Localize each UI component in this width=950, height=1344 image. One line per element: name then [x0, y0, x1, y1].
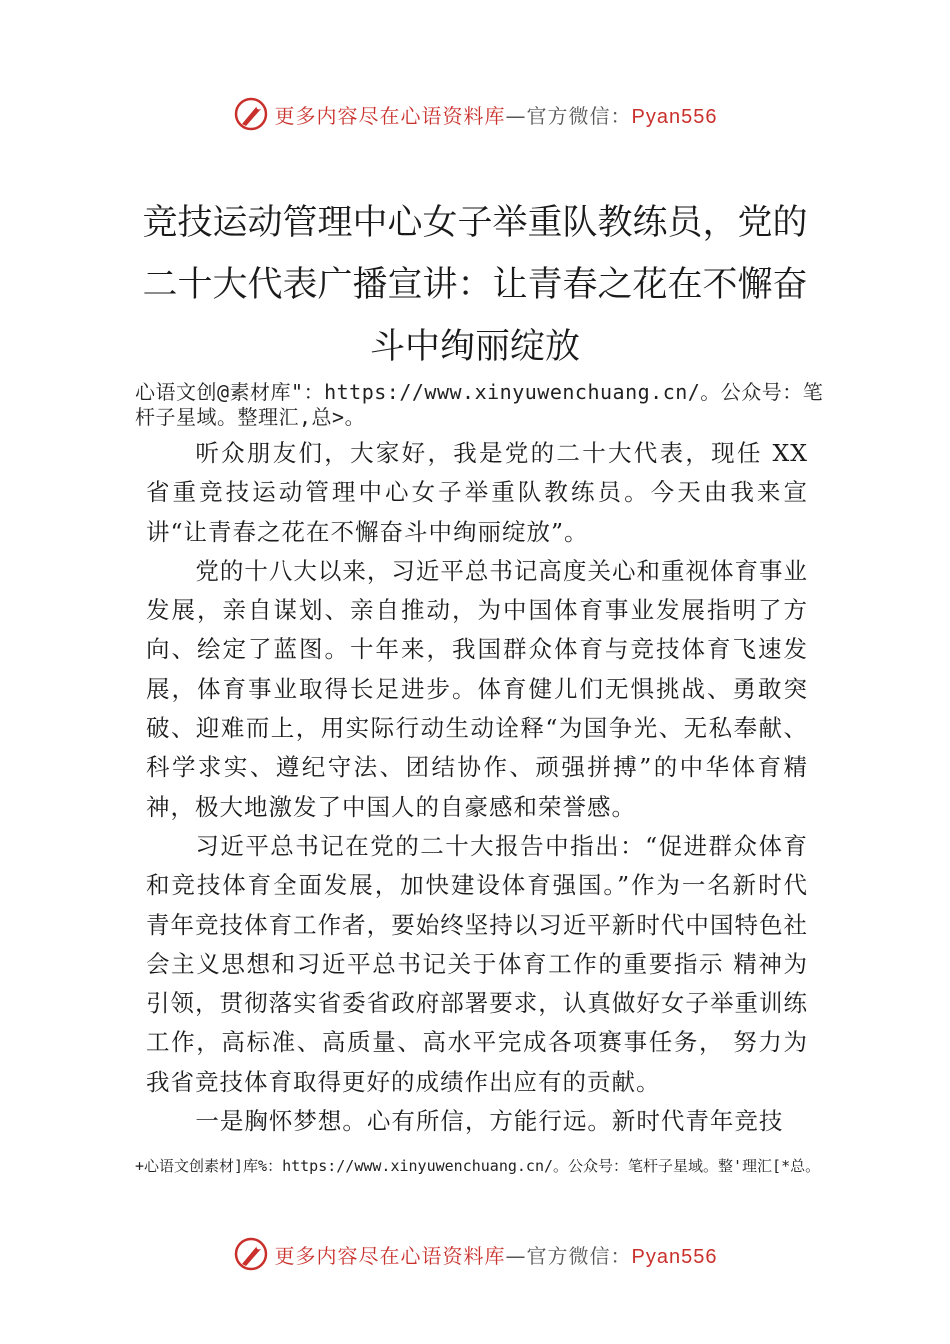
- paragraph: 听众朋友们，大家好，我是党的二十大代表，现任 XX 省重竞技运动管理中心女子举重队教练员。今天由我来宣讲“让青春之花在不懈奋斗中绚丽绽放”。: [146, 439, 808, 546]
- footer-source-note: +心语文创素材]库%：https://www.xinyuwenchuang.cn/。公众号：笔杆子星域。整'理汇[*总。: [135, 1157, 821, 1175]
- paragraph: 一是胸怀梦想。心有所信，方能行远。新时代青年竞技: [195, 1107, 784, 1136]
- pen-logo-icon: [233, 96, 269, 132]
- footer-watermark-banner: [0, 1234, 950, 1274]
- source-line: 心语文创@素材库"：https://www.xinyuwenchuang.cn/。公众号：笔杆子星域。整理汇,总>。: [135, 380, 824, 429]
- banner-dash: —: [505, 1243, 527, 1268]
- document-title: 竞技运动管理中心女子举重队教练员，党的二十大代表广播宣讲：让青春之花在不懈奋斗中绚丽绽放: [142, 203, 808, 367]
- banner-dash: —: [505, 103, 527, 128]
- body-text: [146, 434, 808, 1141]
- banner-wechat-label: 官方微信：: [526, 103, 632, 128]
- banner-wechat-id: Pyan556: [631, 105, 718, 128]
- paragraph: 党的十八大以来，习近平总书记高度关心和重视体育事业发展，亲自谋划、亲自推动，为中国体育事业发展指明了方向、绘定了蓝图。十年来，我国群众体育与竞技体育飞速发展，体育事业取得长足进步。体育健儿们无惧挑战、勇敢突破、迎难而上，用实际行动生动诠释“为国争光、无私奉献、科学求实、遵纪守法、团结协作、顽强拼搏”的中华体育精神，极大地激发了中国人的自豪感和荣誉感。: [146, 556, 808, 821]
- banner-text: 更多内容尽在心语资料库: [274, 1243, 506, 1268]
- banner-text: 更多内容尽在心语资料库: [274, 103, 506, 128]
- pen-logo-icon: [233, 1236, 269, 1272]
- banner-wechat-id: Pyan556: [631, 1245, 718, 1268]
- paragraph: 习近平总书记在党的二十大报告中指出：“促进群众体育和竞技体育全面发展，加快建设体育强国。”作为一名新时代青年竞技体育工作者，要始终坚持以习近平新时代中国特色社会主义思想和习近平总书记关于体育工作的重要指示 精神为引领，贯彻落实省委省政府部署要求，认真做好女子举重训练工作，高标准、高质量、高水平完成各项赛事任务， 努力为我省竞技体育取得更好的成绩作出应有的贡献。: [146, 831, 808, 1096]
- banner-wechat-label: 官方微信：: [526, 1243, 632, 1268]
- header-watermark-banner: [0, 94, 950, 134]
